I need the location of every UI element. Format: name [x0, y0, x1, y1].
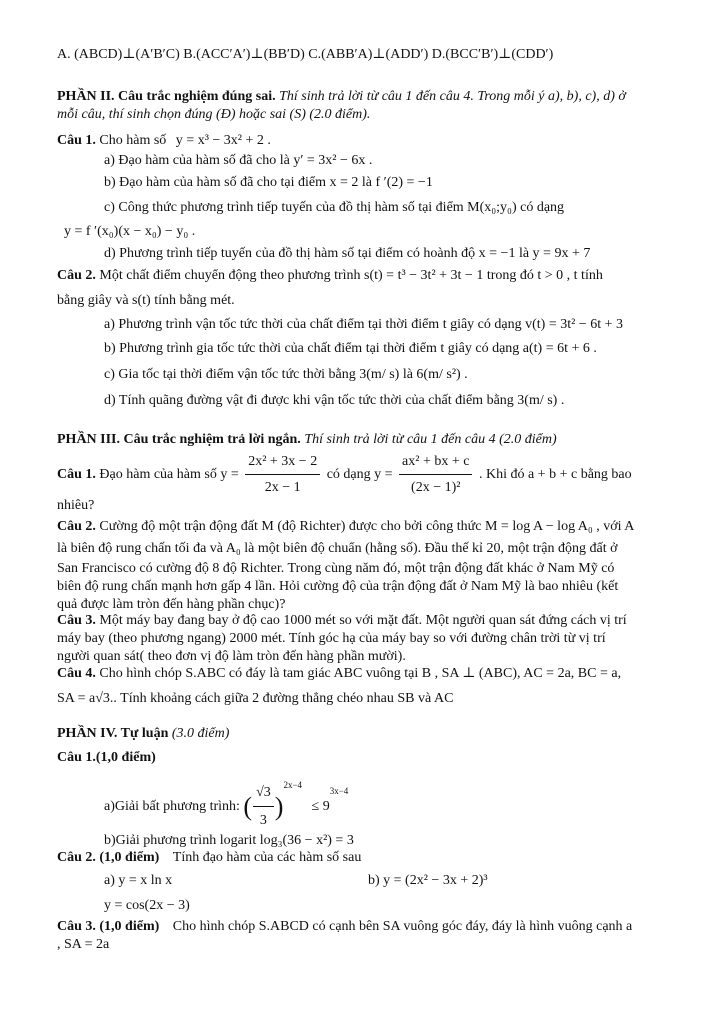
p3-q3-line-1: [57, 612, 627, 630]
p3-q4-label: Câu 4.: [57, 666, 96, 681]
p3-q1-g-numerator: ax² + bx + c: [399, 452, 472, 475]
p4-q1-a-prefix: a)Giải bất phương trình:: [104, 798, 240, 814]
p4-q3-line-1: [57, 918, 632, 936]
p4-q2-c: y = cos(2x − 3): [104, 898, 190, 913]
p3-q1-derivative-fraction: [399, 452, 472, 498]
part3-heading: PHẦN III. Câu trắc nghiệm trả lời ngắn.: [57, 432, 301, 447]
right-paren: ): [274, 791, 284, 821]
left-paren: (: [243, 791, 253, 821]
p3-q1-function-fraction: [245, 452, 320, 498]
part2-heading-line: [57, 88, 626, 106]
p3-q1-mid: có dạng y =: [326, 467, 393, 483]
p2-q1-stem-text: Cho hàm số: [99, 133, 167, 148]
part3-heading-line: [57, 431, 557, 449]
p4-q2-b: b) y = (2x² − 3x + 2)³: [368, 873, 488, 888]
p2-q2-a: a) Phương trình vận tốc tức thời của chất điểm tại thời điểm t giây có dạng v(t) = 3t² − 6t + 3: [104, 317, 623, 332]
p2-q1-a: a) Đạo hàm của hàm số đã cho là y′ = 3x² − 6x .: [104, 153, 373, 168]
p2-q2-label: Câu 2.: [57, 268, 96, 283]
p3-q3-label: Câu 3.: [57, 613, 96, 628]
p2-q1-label: Câu 1.: [57, 133, 96, 148]
part2-heading: PHẦN II. Câu trắc nghiệm đúng sai.: [57, 89, 276, 104]
p2-q1-func: y = x³ − 3x² + 2 .: [175, 133, 271, 148]
p3-q2-line-1-text: Cường độ một trận động đất M (độ Richter) được cho bởi công thức M = log A − log A₀ , với A: [99, 519, 635, 534]
p3-q4-line-1: [57, 665, 621, 683]
mc-options-line: A. (ABCD)⊥(A′B′C) B.(ACC′A′)⊥(BB′D) C.(ABB′A)⊥(ADD′) D.(BCC′B′)⊥(CDD′): [57, 47, 554, 62]
p3-q2-line-4: biên độ rung chấn mạnh hơn gấp 4 lần. Hỏi cường độ của trận động đất ở Nam Mỹ là bao nhiêu (kết: [57, 579, 619, 594]
p2-q1-stem: [57, 132, 271, 150]
p4-q2-a: a) y = x ln x: [104, 873, 173, 888]
p3-q2-line-5: quả được làm tròn đến hàng phần chục)?: [57, 597, 286, 612]
part4-heading-line: [57, 725, 229, 743]
p4-q1-a-exp: 2x−4: [283, 780, 303, 790]
p3-q1-stem-text: Đạo hàm của hàm số y =: [99, 467, 239, 483]
p4-q2-label: Câu 2. (1,0 điểm): [57, 850, 160, 865]
p4-q3-label: Câu 3. (1,0 điểm): [57, 919, 160, 934]
part4-heading: PHẦN IV. Tự luận: [57, 726, 169, 741]
p2-q1-d: d) Phương trình tiếp tuyến của đồ thị hàm số tại điểm có hoành độ x = −1 là y = 9x + 7: [104, 246, 591, 261]
p4-q3-line-1-text: Cho hình chóp S.ABCD có cạnh bên SA vuông góc đáy, đáy là hình vuông cạnh a: [172, 919, 633, 934]
p4-q1-a-rhs: ≤ 9: [311, 798, 330, 814]
p2-q2-c: c) Gia tốc tại thời điểm vận tốc tức thời bằng 3(m/ s) là 6(m/ s²) .: [104, 367, 468, 382]
part4-points: (3.0 điểm): [171, 726, 230, 741]
p3-q4-line-2: SA = a√3.. Tính khoảng cách giữa 2 đường thẳng chéo nhau SB và AC: [57, 691, 454, 706]
p2-q2-b: b) Phương trình gia tốc tức thời của chất điểm tại thời điểm t giây có dạng a(t) = 6t + 6 .: [104, 341, 597, 356]
p3-q1-tail: . Khi đó a + b + c bằng bao: [478, 467, 632, 483]
p3-q1-g-denominator: (2x − 1)²: [411, 480, 461, 495]
p3-q4-line-1-text: Cho hình chóp S.ABC có đáy là tam giác ABC vuông tại B , SA ⊥ (ABC), AC = 2a, BC = a,: [99, 666, 622, 681]
p4-q1-a-base-fraction: [253, 782, 274, 832]
p2-q2-d: d) Tính quãng đường vật đi được khi vận tốc tức thời của chất điểm bằng 3(m/ s) .: [104, 393, 565, 408]
p3-q1-tail-2: nhiêu?: [57, 498, 95, 513]
p2-q1-b: b) Đạo hàm của hàm số đã cho tại điểm x = 2 là f ′(2) = −1: [104, 175, 433, 190]
part3-instruction: Thí sinh trả lời từ câu 1 đến câu 4 (2.0 điểm): [304, 432, 557, 447]
p3-q1-stem: [57, 452, 632, 498]
p3-q2-line-2: là biên độ rung chấn tối đa và A₀ là một biên độ chuẩn (hằng số). Đầu thế kỉ 20, một trận động đất ở: [57, 541, 618, 556]
p4-q1-b: b)Giải phương trình logarit log₃(36 − x²) = 3: [104, 833, 354, 848]
p3-q2-line-1: [57, 518, 634, 536]
p4-q2-stem: Tính đạo hàm của các hàm số sau: [172, 850, 362, 865]
part2-instruction-2: mỗi câu, thí sinh chọn đúng (Đ) hoặc sai (S) (2.0 điểm).: [57, 107, 371, 122]
p3-q1-label: Câu 1.: [57, 467, 96, 483]
p4-q1-a-base-den: 3: [259, 812, 267, 828]
p3-q3-line-2: máy bay (theo phương ngang) 2000 mét. Tính góc hạ của máy bay so với đường chân trời từ vị trí: [57, 631, 606, 646]
p4-q1-a-rhs-exp: 3x−4: [329, 786, 349, 796]
p2-q2-stem-1-text: Một chất điểm chuyển động theo phương trình s(t) = t³ − 3t² + 3t − 1 trong đó t > 0 , t tính: [99, 268, 603, 283]
p2-q1-c1: c) Công thức phương trình tiếp tuyến của đồ thị hàm số tại điểm M(x₀;y₀) có dạng: [104, 200, 565, 215]
p2-q2-stem-1: [57, 267, 603, 285]
p3-q3-line-3: người quan sát( theo đơn vị độ làm tròn đến hàng phần mười).: [57, 649, 406, 664]
part2-instruction-1: Thí sinh trả lời từ câu 1 đến câu 4. Trong mỗi ý a), b), c), d) ở: [279, 89, 626, 104]
p4-q2-line: [57, 849, 361, 867]
p4-q1-a: [104, 774, 348, 832]
p3-q1-f-numerator: 2x² + 3x − 2: [245, 452, 320, 475]
p2-q2-stem-2: bằng giây và s(t) tính bằng mét.: [57, 293, 235, 308]
p3-q1-f-denominator: 2x − 1: [264, 480, 301, 495]
p4-q1-label: Câu 1.(1,0 điểm): [57, 750, 156, 765]
p3-q3-line-1-text: Một máy bay đang bay ở độ cao 1000 mét so với mặt đất. Một người quan sát đứng cách vị trí: [99, 613, 627, 628]
p3-q2-label: Câu 2.: [57, 519, 96, 534]
p4-q3-line-2: , SA = 2a: [57, 937, 110, 952]
p4-q1-a-base-num: √3: [253, 782, 274, 807]
p2-q1-c2: y = f ′(x₀)(x − x₀) − y₀ .: [64, 224, 196, 239]
p3-q2-line-3: San Francisco có cường độ 8 độ Richter. Trong cùng năm đó, một trận động đất khác ở Nam Mỹ có: [57, 561, 615, 576]
